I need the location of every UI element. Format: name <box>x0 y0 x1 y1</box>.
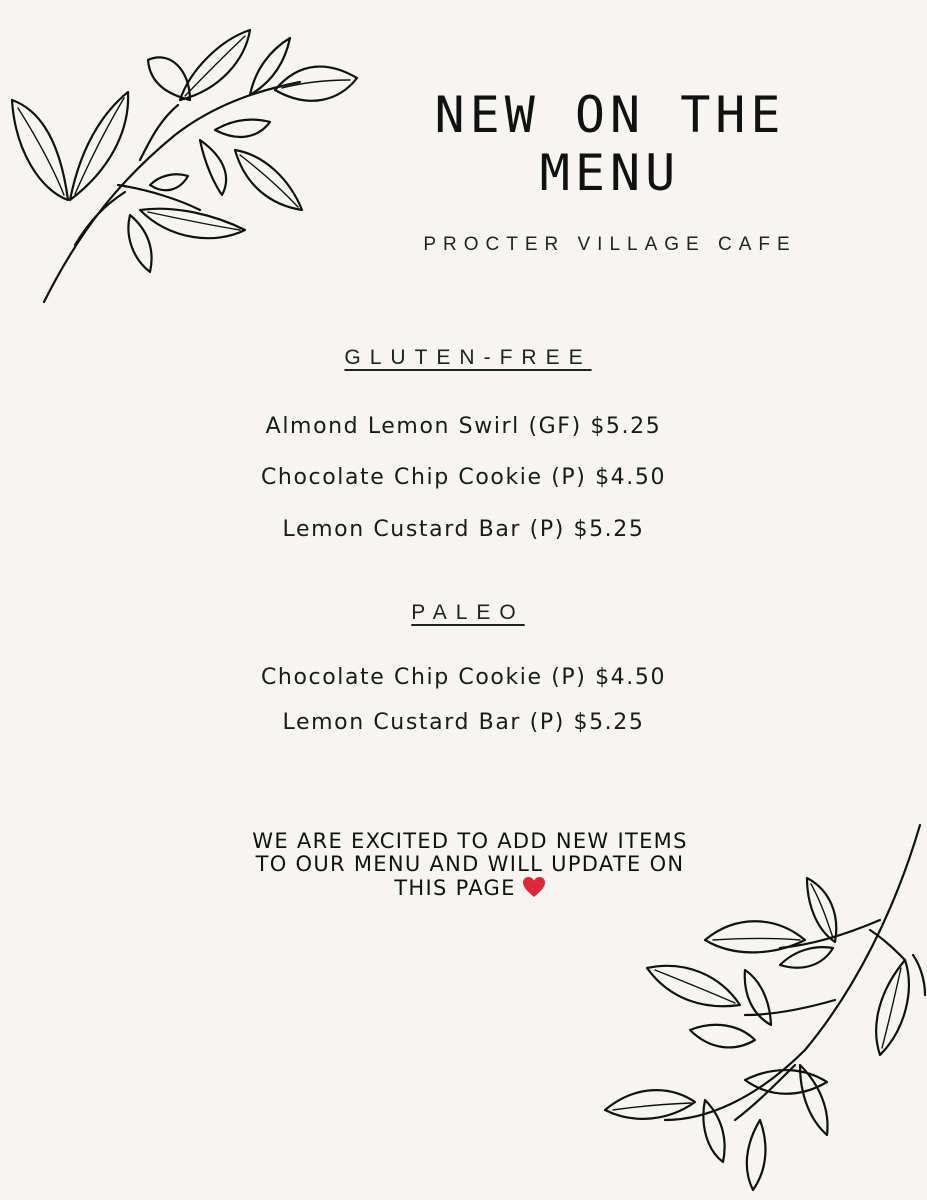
menu-item: Almond Lemon Swirl (GF) $5.25 <box>265 414 662 439</box>
title-line-2: MENU <box>539 144 681 202</box>
menu-item: Lemon Custard Bar (P) $5.25 <box>282 517 645 542</box>
page-title <box>360 86 860 202</box>
section-heading-paleo: PALEO <box>411 601 525 624</box>
notice-line-2: TO OUR MENU AND WILL UPDATE ON <box>255 852 685 876</box>
title-line-1: NEW ON THE <box>434 86 786 144</box>
section-heading-gluten-free: GLUTEN-FREE <box>344 346 592 369</box>
heart-icon <box>522 876 546 898</box>
notice-line-1: WE ARE EXCITED TO ADD NEW ITEMS <box>252 829 688 853</box>
leaf-branch-icon <box>0 0 370 320</box>
menu-item: Chocolate Chip Cookie (P) $4.50 <box>260 665 667 690</box>
update-notice <box>200 830 740 900</box>
menu-item: Lemon Custard Bar (P) $5.25 <box>282 710 645 735</box>
notice-line-3: THIS PAGE <box>394 876 516 900</box>
menu-item: Chocolate Chip Cookie (P) $4.50 <box>260 465 667 490</box>
cafe-name: PROCTER VILLAGE CAFE <box>423 234 797 255</box>
